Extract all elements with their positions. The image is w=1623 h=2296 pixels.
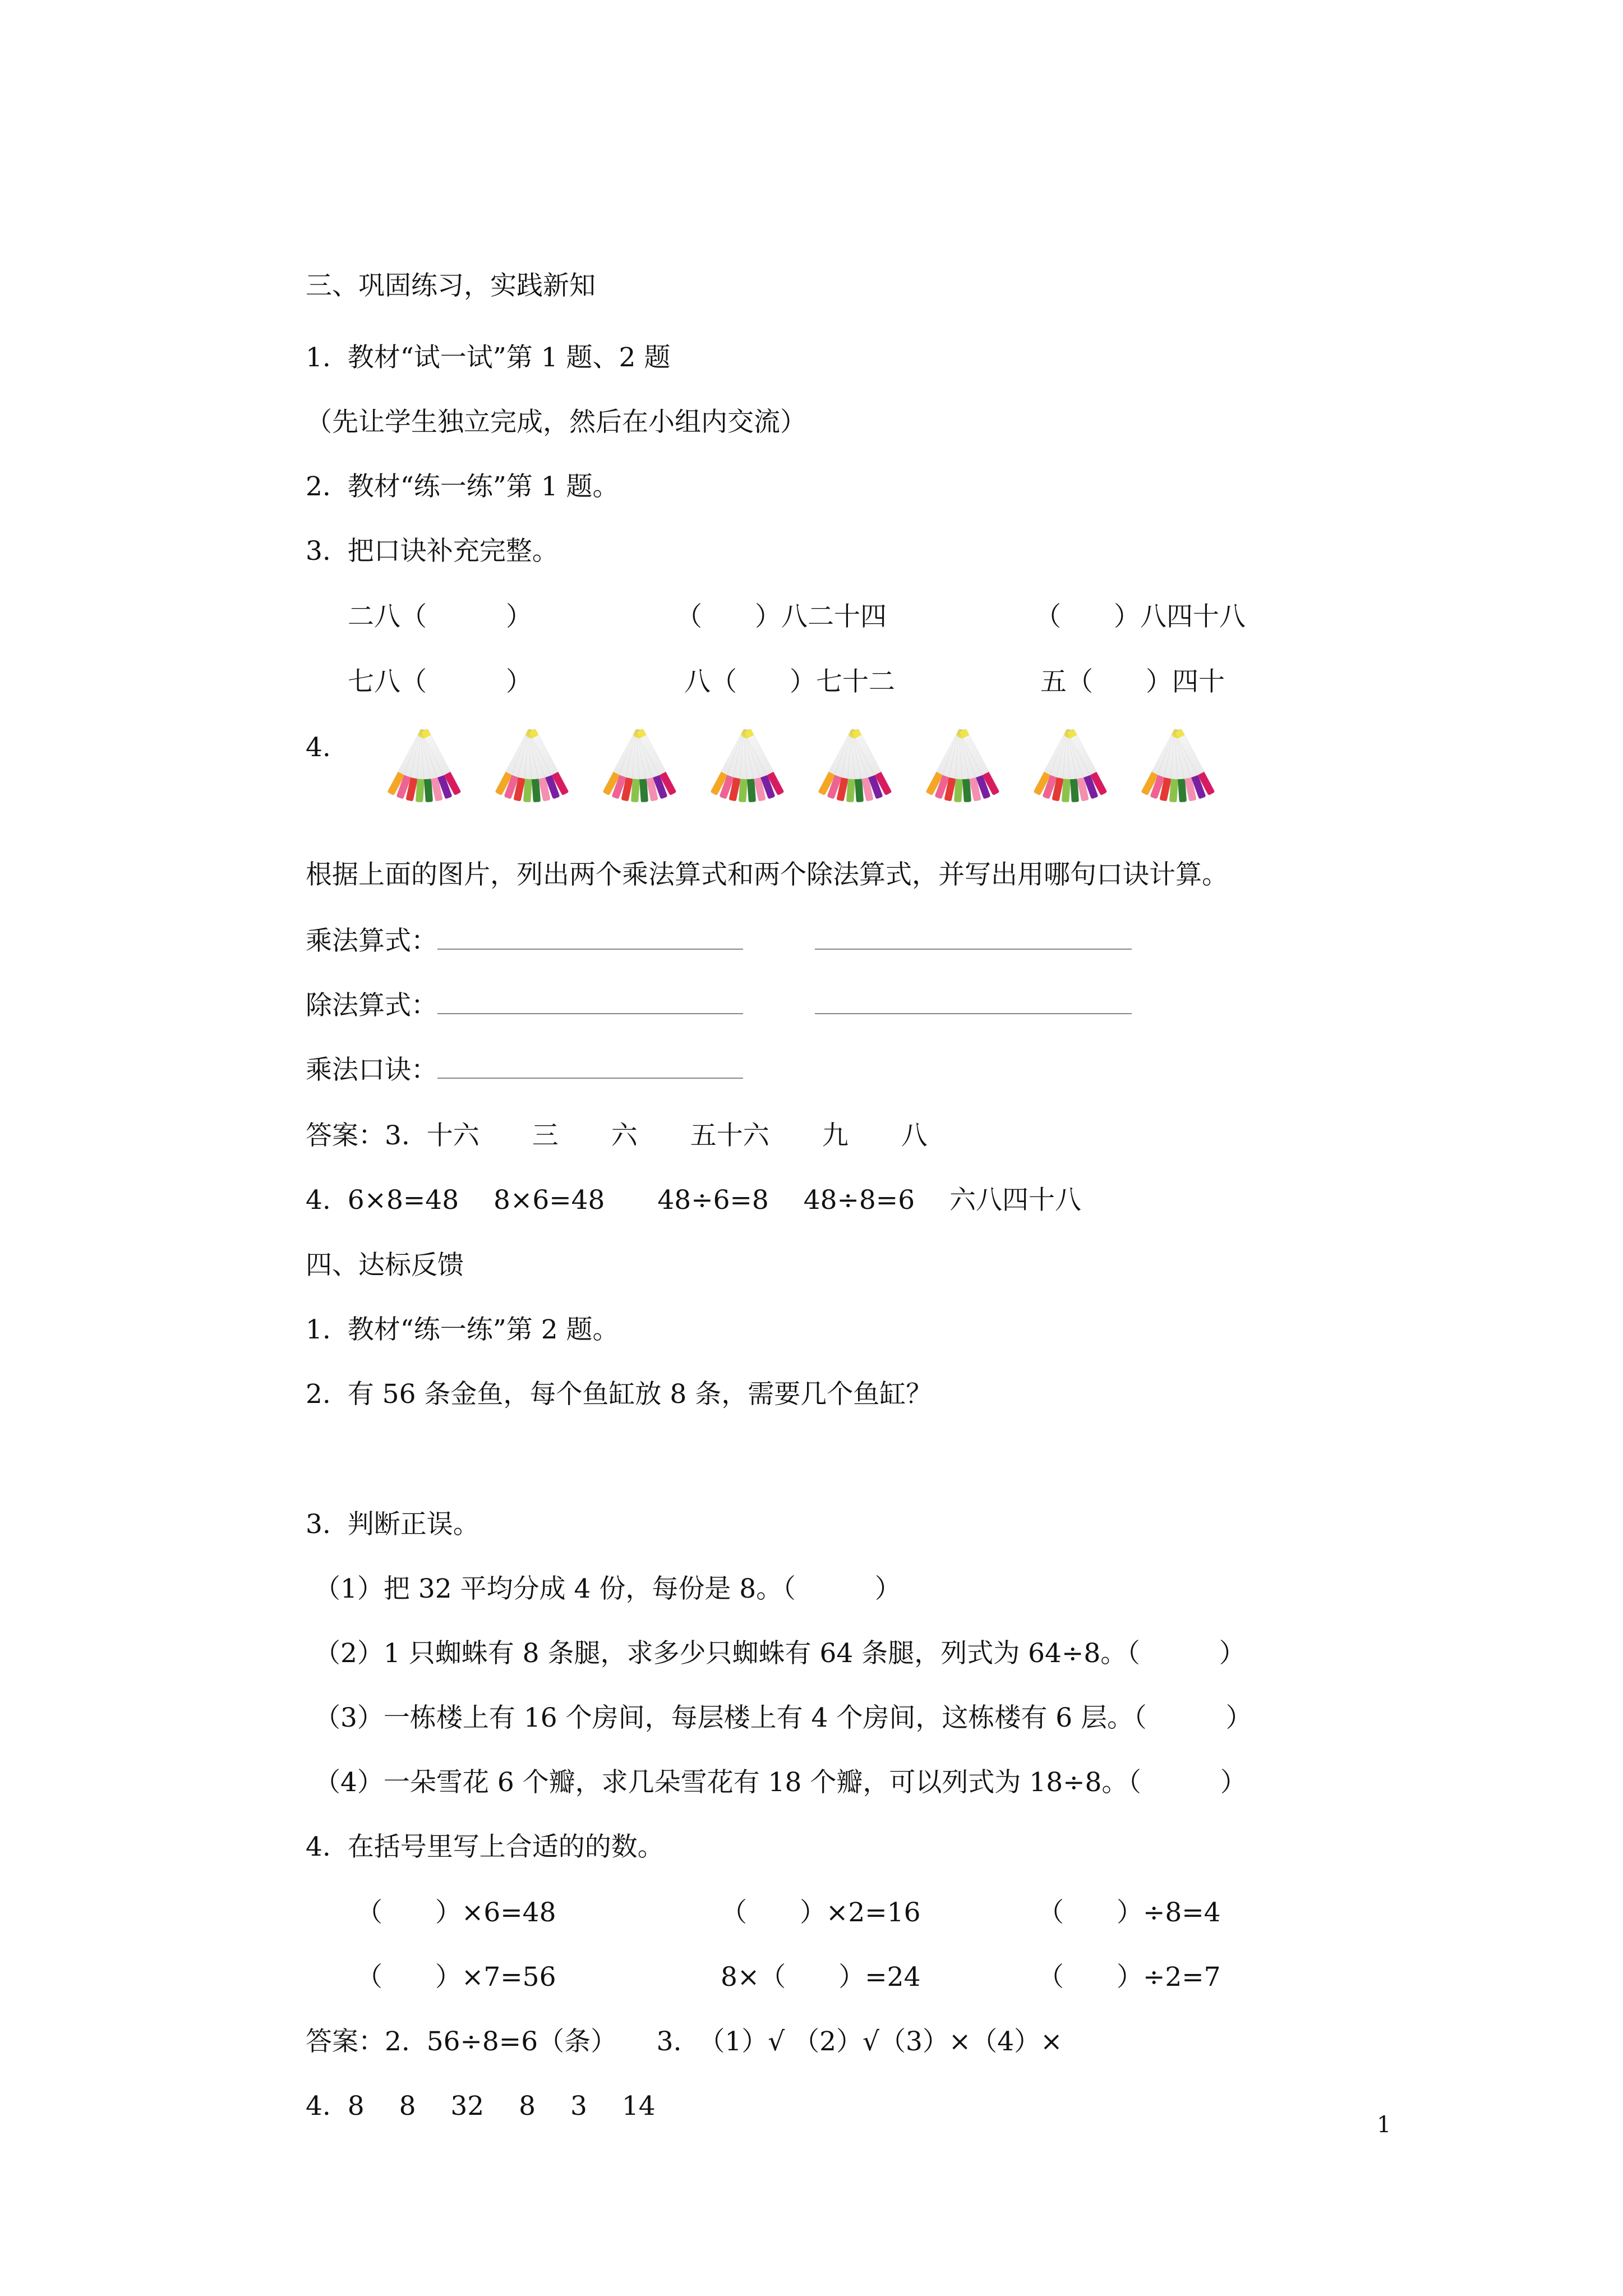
mnemonic-r1c1: 二八（ ） bbox=[348, 601, 532, 632]
multiplication-row bbox=[306, 926, 1132, 957]
section3-answer4: 4. 6×8=48 8×6=48 48÷6=8 48÷8=6 六八四十八 bbox=[306, 1185, 1082, 1216]
division-row bbox=[306, 990, 1132, 1022]
section3-item1-note: （先让学生独立完成，然后在小组内交流） bbox=[306, 407, 806, 438]
judge-item-3: （3）一栋楼上有 16 个房间，每层楼上有 4 个房间，这栋楼有 6 层。（ ） bbox=[314, 1703, 1252, 1733]
division-blank-2[interactable] bbox=[815, 991, 1132, 1014]
section3-item3: 3. 把口诀补充完整。 bbox=[306, 536, 559, 567]
section4-item3: 3. 判断正误。 bbox=[306, 1509, 479, 1540]
section3-heading: 三、巩固练习，实践新知 bbox=[306, 270, 596, 301]
multiplication-blank-2[interactable] bbox=[815, 926, 1132, 950]
section3-item4-number: 4. bbox=[306, 732, 331, 763]
judge-item-1: （1）把 32 平均分成 4 份，每份是 8。（ ） bbox=[314, 1573, 901, 1604]
section4-item1: 1. 教材“练一练”第 2 题。 bbox=[306, 1314, 619, 1345]
fill-r1c1: （ ）×6=48 bbox=[356, 1897, 556, 1928]
division-label: 除法算式： bbox=[306, 990, 437, 1021]
mnemonic-r1c3: （ ）八四十八 bbox=[1035, 601, 1246, 632]
pen-group bbox=[805, 729, 904, 808]
fill-r2c2: 8×（ ）=24 bbox=[721, 1962, 921, 1993]
mnemonic-r2c1: 七八（ ） bbox=[348, 666, 532, 697]
multiplication-label: 乘法算式： bbox=[306, 926, 437, 956]
fill-r2c1: （ ）×7=56 bbox=[356, 1962, 556, 1993]
fill-r2c3: （ ）÷2=7 bbox=[1038, 1962, 1221, 1993]
pen-group bbox=[590, 729, 689, 808]
judge-item-4: （4）一朵雪花 6 个瓣，求几朵雪花有 18 个瓣，可以列式为 18÷8。（ ） bbox=[314, 1767, 1247, 1798]
section3-item4-instruction: 根据上面的图片，列出两个乘法算式和两个除法算式，并写出用哪句口诀计算。 bbox=[306, 859, 1228, 890]
mnemonic-r2c3: 五（ ）四十 bbox=[1040, 666, 1225, 697]
page-number: 1 bbox=[1377, 2112, 1391, 2138]
mnemonic-r2c2: 八（ ）七十二 bbox=[684, 666, 895, 697]
section4-answer2: 答案：2. 56÷8=6（条） 3. （1）√ （2）√（3）×（4）× bbox=[306, 2026, 1063, 2057]
section3-answer3: 答案：3. 十六 三 六 五十六 九 八 bbox=[306, 1120, 928, 1151]
rhyme-blank[interactable] bbox=[437, 1055, 743, 1079]
mnemonic-r1c2: （ ）八二十四 bbox=[676, 601, 887, 632]
section3-item1: 1. 教材“试一试”第 1 题、2 题 bbox=[306, 342, 671, 373]
pen-group bbox=[1021, 729, 1119, 808]
fill-r1c3: （ ）÷8=4 bbox=[1038, 1897, 1221, 1928]
section3-item2: 2. 教材“练一练”第 1 题。 bbox=[306, 471, 619, 502]
rhyme-row bbox=[306, 1055, 743, 1086]
section4-heading: 四、达标反馈 bbox=[306, 1250, 464, 1281]
rhyme-label: 乘法口诀： bbox=[306, 1055, 437, 1085]
section4-item2: 2. 有 56 条金鱼，每个鱼缸放 8 条，需要几个鱼缸？ bbox=[306, 1379, 933, 1410]
pen-group bbox=[698, 729, 796, 808]
multiplication-blank-1[interactable] bbox=[437, 926, 743, 950]
division-blank-1[interactable] bbox=[437, 991, 743, 1014]
pen-group bbox=[482, 729, 581, 808]
pen-group bbox=[1128, 729, 1227, 808]
judge-item-2: （2）1 只蜘蛛有 8 条腿，求多少只蜘蛛有 64 条腿，列式为 64÷8。（ ） bbox=[314, 1638, 1246, 1669]
section4-item4: 4. 在括号里写上合适的的数。 bbox=[306, 1832, 664, 1862]
pen-group bbox=[913, 729, 1012, 808]
pen-group bbox=[375, 729, 473, 808]
section4-answer4: 4. 8 8 32 8 3 14 bbox=[306, 2091, 656, 2122]
fill-r1c2: （ ）×2=16 bbox=[721, 1897, 921, 1928]
